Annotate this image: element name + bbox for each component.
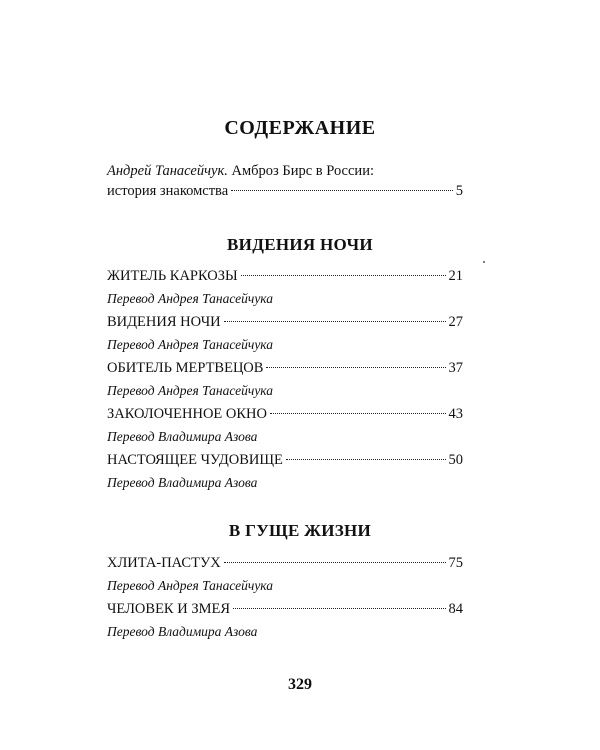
leader-dots — [224, 321, 446, 322]
entry-title: ЗАКОЛОЧЕННОЕ ОКНО — [107, 406, 268, 422]
toc-title: СОДЕРЖАНИЕ — [224, 117, 376, 139]
section-title-midst-of-life: В ГУЩЕ ЖИЗНИ — [228, 521, 372, 540]
toc-entry[interactable] — [107, 266, 463, 309]
entry-page: 84 — [448, 601, 463, 617]
entry-page: 75 — [448, 555, 463, 571]
entry-title: ХЛИТА-ПАСТУХ — [107, 555, 221, 571]
leader-dots — [266, 367, 445, 368]
entry-translator: Перевод Андрея Танасейчука — [107, 578, 274, 593]
intro-title-part1: Амброз Бирс в России: — [227, 163, 374, 179]
entry-page: 21 — [448, 268, 463, 284]
entry-line — [107, 312, 463, 332]
entry-translator: Перевод Андрея Танасейчука — [107, 291, 274, 306]
toc-entry[interactable] — [107, 404, 463, 447]
print-speck — [483, 261, 485, 263]
entry-line — [107, 266, 463, 286]
intro-title-part2: история знакомства — [107, 183, 229, 199]
intro-heading — [107, 161, 463, 181]
leader-dots — [286, 459, 446, 460]
leader-dots — [231, 190, 453, 191]
leader-dots — [241, 275, 446, 276]
leader-dots — [224, 562, 446, 563]
entry-page: 43 — [448, 406, 463, 422]
entry-page: 50 — [448, 452, 463, 468]
entry-line — [107, 450, 463, 470]
entry-translator: Перевод Андрея Танасейчука — [107, 337, 274, 352]
entry-line — [107, 404, 463, 424]
entry-page: 37 — [448, 360, 463, 376]
entry-page: 27 — [448, 314, 463, 330]
toc-entry-intro[interactable] — [107, 161, 463, 201]
entry-line — [107, 553, 463, 573]
entry-translator: Перевод Владимира Азова — [107, 624, 258, 639]
toc-entry[interactable] — [107, 553, 463, 596]
section-title-visions: ВИДЕНИЯ НОЧИ — [227, 235, 373, 254]
entry-line — [107, 358, 463, 378]
intro-page: 5 — [455, 183, 463, 199]
leader-dots — [270, 413, 445, 414]
entry-translator: Перевод Андрея Танасейчука — [107, 383, 274, 398]
toc-entry[interactable] — [107, 450, 463, 493]
toc-entry[interactable] — [107, 312, 463, 355]
entry-line — [107, 599, 463, 619]
entry-title: ВИДЕНИЯ НОЧИ — [107, 314, 221, 330]
entry-title: НАСТОЯЩЕЕ ЧУДОВИЩЕ — [107, 452, 283, 468]
leader-dots — [233, 608, 445, 609]
intro-author: Андрей Танасейчук. — [107, 163, 228, 179]
entry-translator: Перевод Владимира Азова — [107, 429, 258, 444]
entry-title: ОБИТЕЛЬ МЕРТВЕЦОВ — [107, 360, 264, 376]
intro-line2 — [107, 181, 463, 201]
toc-entry[interactable] — [107, 599, 463, 642]
entry-title: ЖИТЕЛЬ КАРКОЗЫ — [107, 268, 238, 284]
entry-title: ЧЕЛОВЕК И ЗМЕЯ — [107, 601, 231, 617]
entry-translator: Перевод Владимира Азова — [107, 475, 258, 490]
toc-entry[interactable] — [107, 358, 463, 401]
page-number: 329 — [288, 676, 312, 693]
